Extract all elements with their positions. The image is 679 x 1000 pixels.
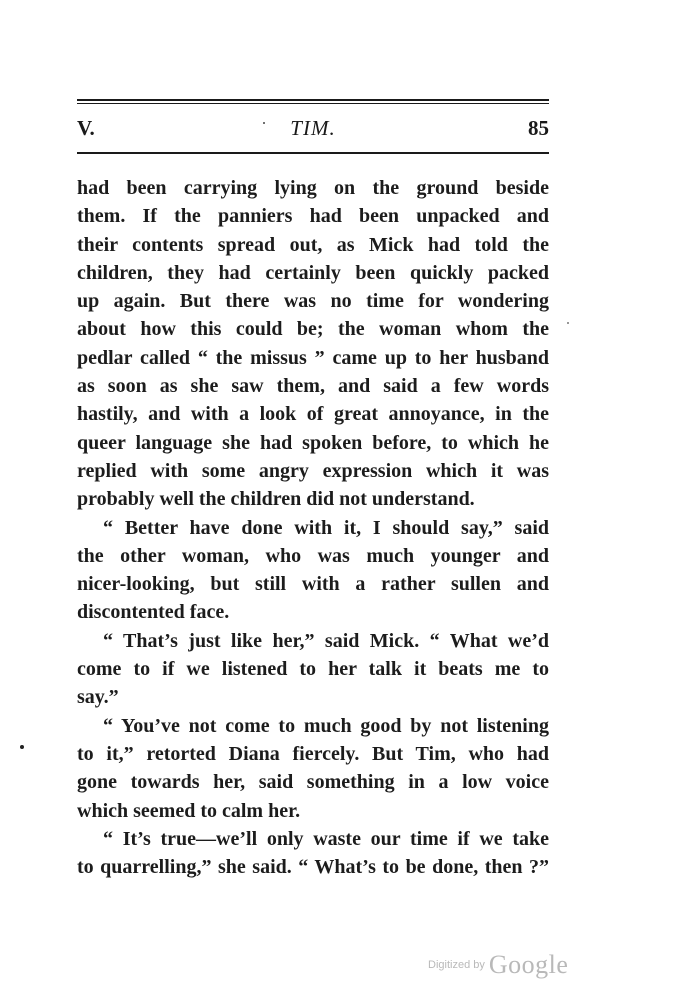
text-line: “ You’ve not come to much good by not listening bbox=[103, 714, 549, 737]
text-line: their contents spread out, as Mick had told the bbox=[77, 233, 549, 256]
text-line: replied with some angry expression which it was bbox=[77, 459, 549, 482]
text-line: which seemed to calm her. bbox=[77, 799, 301, 822]
text-line: come to if we listened to her talk it beats me to bbox=[77, 658, 549, 681]
text-line: “ It’s true—we’ll only waste our time if we take bbox=[103, 827, 549, 850]
text-line: as soon as she saw them, and said a few words bbox=[77, 375, 549, 398]
text-line: children, they had certainly been quickly packed bbox=[77, 261, 549, 284]
header-rule-bottom bbox=[77, 152, 549, 154]
text-line: nicer-looking, but still with a rather sullen and bbox=[77, 573, 549, 596]
margin-speck bbox=[20, 745, 24, 749]
page-number: 85 bbox=[528, 116, 549, 140]
text-line: about how this could be; the woman whom the bbox=[77, 318, 549, 341]
body-text bbox=[77, 174, 549, 881]
chapter-number: V. bbox=[77, 116, 95, 140]
text-line: pedlar called “ the missus ” came up to her husband bbox=[77, 346, 549, 369]
text-line: hastily, and with a look of great annoyance, in the bbox=[77, 403, 549, 426]
text-line: say.” bbox=[77, 686, 119, 709]
text-line: to quarrelling,” she said. “ What’s to be done, then ?” bbox=[77, 856, 549, 879]
text-line: gone towards her, said something in a low voice bbox=[77, 771, 549, 794]
text-line: the other woman, who was much younger and bbox=[77, 544, 549, 567]
text-line: them. If the panniers had been unpacked and bbox=[77, 205, 549, 228]
text-line: “ That’s just like her,” said Mick. “ What we’d bbox=[103, 629, 549, 652]
watermark-logo: Google bbox=[488, 950, 569, 979]
text-line: up again. But there was no time for wondering bbox=[77, 290, 549, 313]
text-line: “ Better have done with it, I should say,” said bbox=[103, 516, 549, 539]
text-line: had been carrying lying on the ground beside bbox=[77, 177, 549, 199]
running-header bbox=[77, 116, 549, 144]
text-line: discontented face. bbox=[77, 601, 230, 624]
header-rule-top bbox=[77, 99, 549, 101]
running-title: TIM. bbox=[290, 116, 336, 140]
digitization-watermark bbox=[428, 950, 568, 980]
text-line: to it,” retorted Diana fiercely. But Tim, who had bbox=[77, 742, 549, 765]
header-rule-top-second bbox=[77, 103, 549, 104]
text-line: queer language she had spoken before, to which he bbox=[77, 431, 549, 454]
watermark-prefix: Digitized by bbox=[428, 959, 485, 971]
margin-speck bbox=[567, 322, 569, 324]
text-line: probably well the children did not understand. bbox=[77, 488, 475, 511]
